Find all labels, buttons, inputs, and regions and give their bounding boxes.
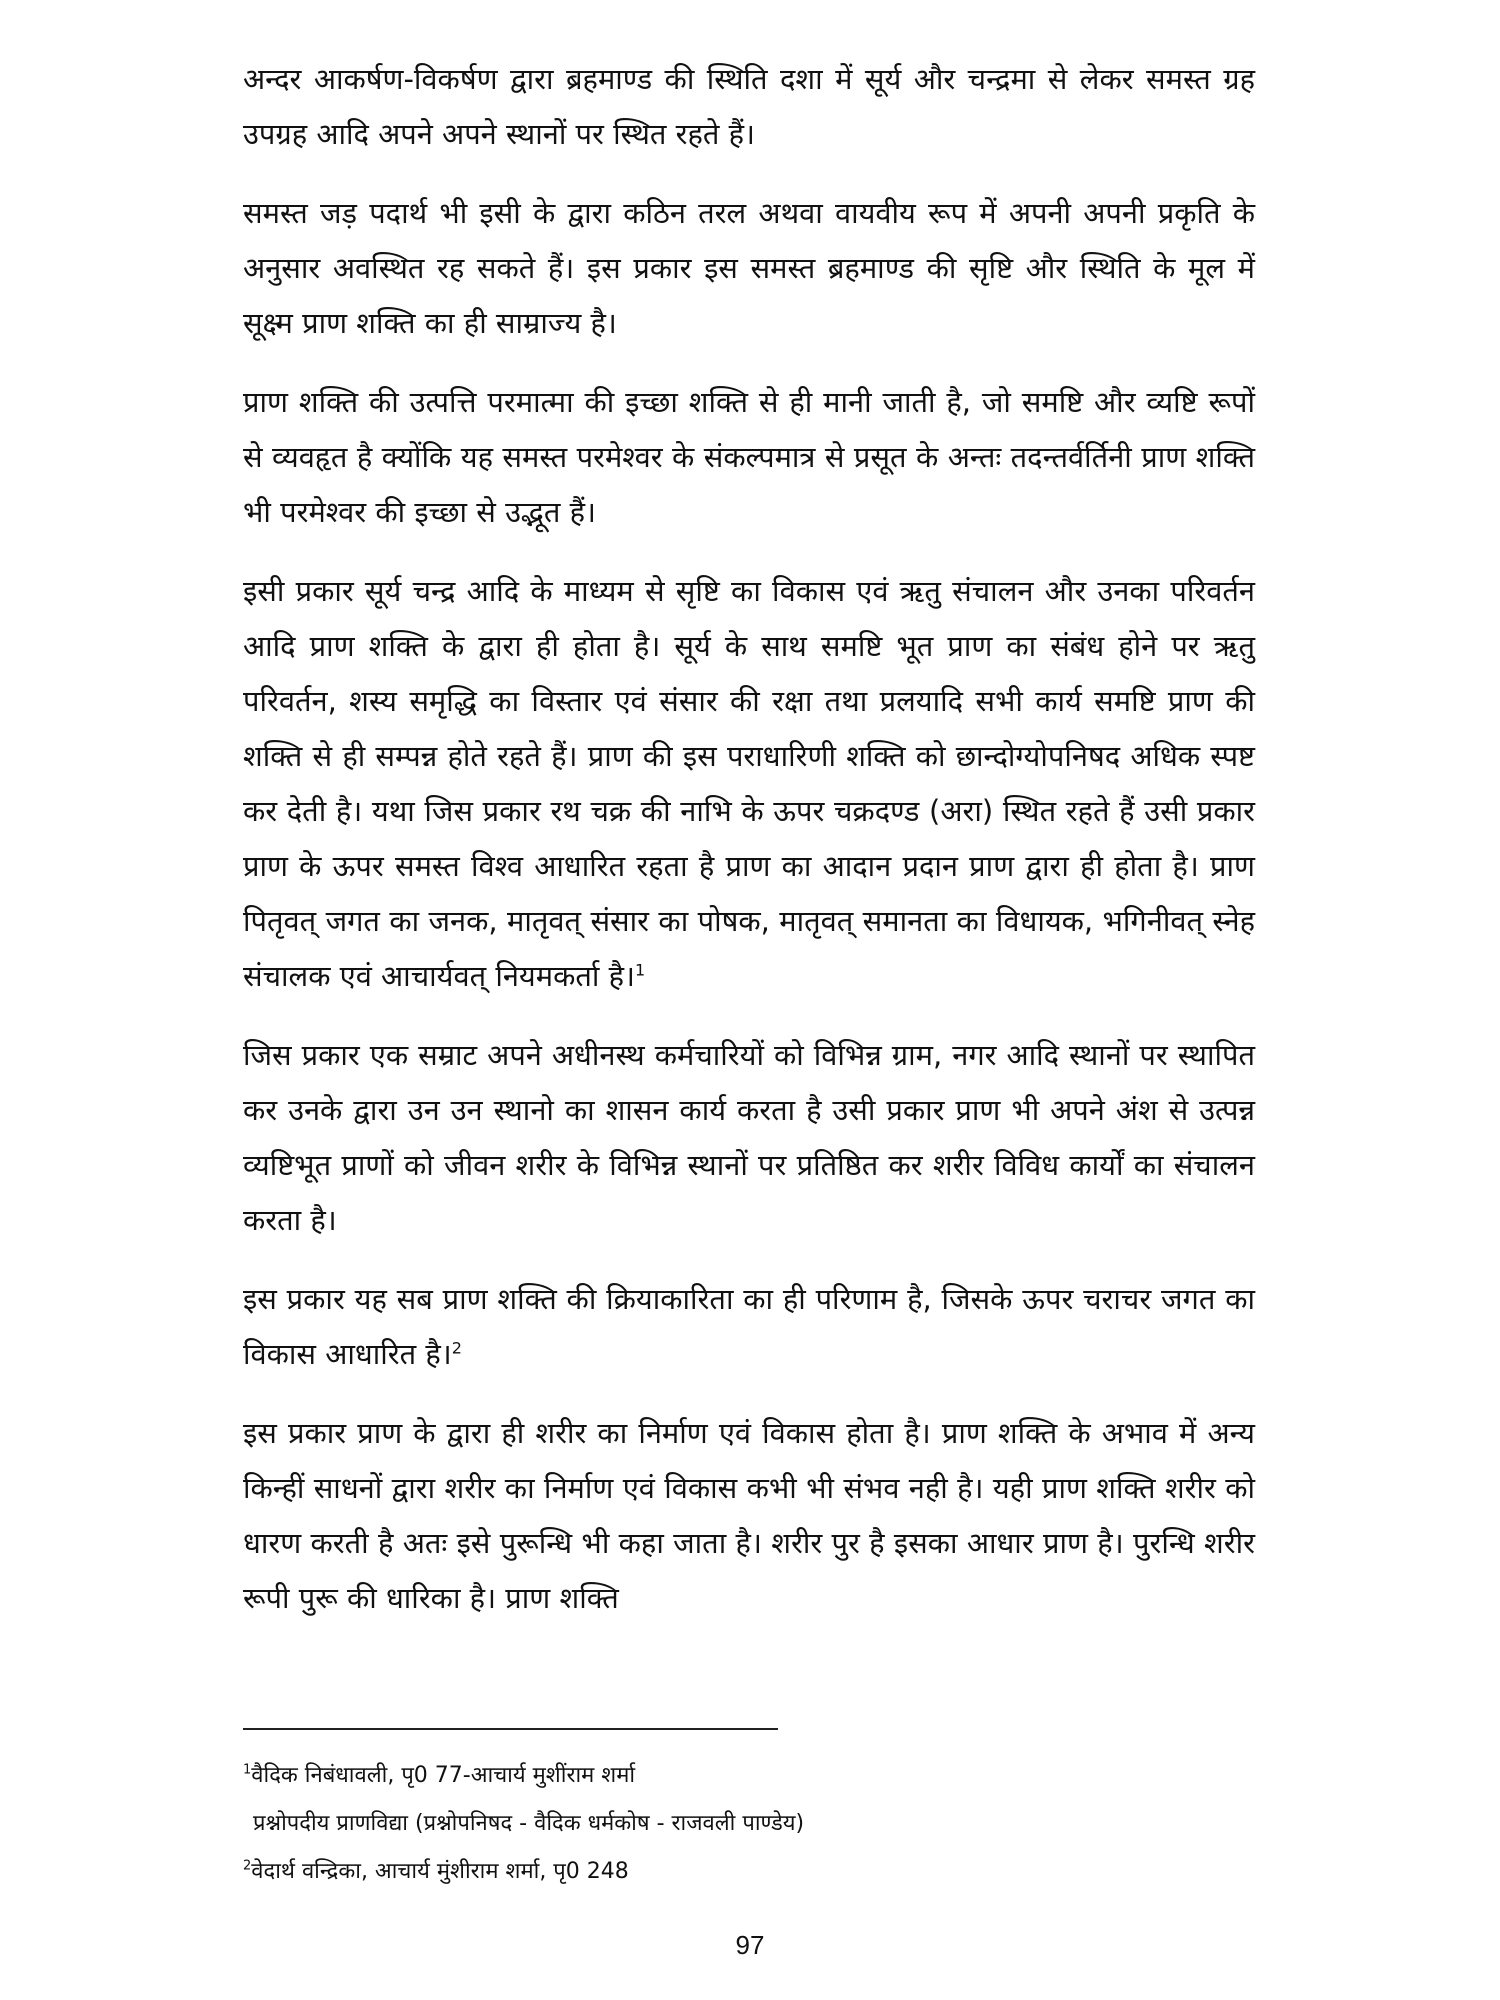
footnote-divider [243,1728,778,1730]
paragraph [243,1028,1255,1248]
paragraph-text: अन्दर आकर्षण-विकर्षण द्वारा ब्रहमाण्ड की स्थिति दशा में सूर्य और चन्द्रमा से लेकर समस्त ग्रह उपग्रह आदि अपने अपने स्थानों पर स्थित रहते हैं। [243,62,1255,151]
page-number: 97 [735,1930,765,1960]
footnote-mark: 1 [243,1762,252,1778]
footnote-ref: 2 [451,1338,462,1358]
paragraph [243,186,1255,351]
paragraph [243,1272,1255,1382]
paragraph [243,375,1255,540]
footnote-text: वेदार्थ वन्द्रिका, आचार्य मुंशीराम शर्मा, पृ0 248 [251,1859,629,1884]
paragraph [243,1406,1255,1626]
footnotes [243,1752,1243,1896]
footnote-mark: 2 [243,1858,252,1874]
body-text [243,52,1255,1650]
paragraph-text: जिस प्रकार एक सम्राट अपने अधीनस्थ कर्मचारियों को विभिन्न ग्राम, नगर आदि स्थानों पर स्थापित कर उनके द्वारा उन उन स्थानो का शासन कार्य करता है उसी प्रकार प्राण भी अपने अंश से उत्पन्न व्यष्टिभूत प्राणों को जीवन शरीर के विभिन्न स्थानों पर प्रतिष्ठित कर शरीर विविध कार्यों का संचालन करता है। [243,1038,1255,1237]
paragraph-text: इसी प्रकार सूर्य चन्द्र आदि के माध्यम से सृष्टि का विकास एवं ऋतु संचालन और उनका परिवर्तन आदि प्राण शक्ति के द्वारा ही होता है। सूर्य के साथ समष्टि भूत प्राण का संबंध होने पर ऋतु परिवर्तन, शस्य समृद्धि का विस्तार एवं संसार की रक्षा तथा प्रलयादि सभी कार्य समष्टि प्राण की शक्ति से ही सम्पन्न होते रहते हैं। प्राण की इस पराधारिणी शक्ति को छान्दोग्योपनिषद अधिक स्पष्ट कर देती है। यथा जिस प्रकार रथ चक्र की नाभि के ऊपर चक्रदण्ड (अरा) स्थित रहते हैं उसी प्रकार प्राण के ऊपर समस्त विश्व आधारित रहता है प्राण का आदान प्रदान प्राण द्वारा ही होता है। प्राण पितृवत् जगत का जनक, मातृवत् संसार का पोषक, मातृवत् समानता का विधायक, भगिनीवत् स्नेह संचालक एवं आचार्यवत् नियमकर्ता है। [243,574,1255,993]
footnote [243,1752,1243,1800]
footnote-text: प्रश्नोपदीय प्राणविद्या (प्रश्नोपनिषद - वैदिक धर्मकोष - राजवली पाण्डेय) [253,1811,805,1836]
footnote [243,1800,1243,1848]
footnote-text: वैदिक निबंधावली, पृ0 77-आचार्य मुशींराम शर्मा [251,1763,636,1788]
paragraph [243,52,1255,162]
paragraph-text: इस प्रकार यह सब प्राण शक्ति की क्रियाकारिता का ही परिणाम है, जिसके ऊपर चराचर जगत का विकास आधारित है। [243,1282,1255,1371]
footnote [243,1848,1243,1896]
paragraph-text: इस प्रकार प्राण के द्वारा ही शरीर का निर्माण एवं विकास होता है। प्राण शक्ति के अभाव में अन्य किन्हीं साधनों द्वारा शरीर का निर्माण एवं विकास कभी भी संभव नही है। यही प्राण शक्ति शरीर को धारण करती है अतः इसे पुरून्धि भी कहा जाता है। शरीर पुर है इसका आधार प्राण है। पुरन्धि शरीर रूपी पुरू की धारिका है। प्राण शक्ति [243,1416,1255,1615]
paragraph-text: प्राण शक्ति की उत्पत्ति परमात्मा की इच्छा शक्ति से ही मानी जाती है, जो समष्टि और व्यष्टि रूपों से व्यवहृत है क्योंकि यह समस्त परमेश्वर के संकल्पमात्र से प्रसूत के अन्तः तदन्तर्वर्तिनी प्राण शक्ति भी परमेश्वर की इच्छा से उद्भूत हैं। [243,385,1255,529]
footnote-ref: 1 [635,960,646,980]
paragraph-text: समस्त जड़ पदार्थ भी इसी के द्वारा कठिन तरल अथवा वायवीय रूप में अपनी अपनी प्रकृति के अनुसार अवस्थित रह सकते हैं। इस प्रकार इस समस्त ब्रहमाण्ड की सृष्टि और स्थिति के मूल में सूक्ष्म प्राण शक्ति का ही साम्राज्य है। [243,196,1255,340]
paragraph [243,564,1255,1004]
